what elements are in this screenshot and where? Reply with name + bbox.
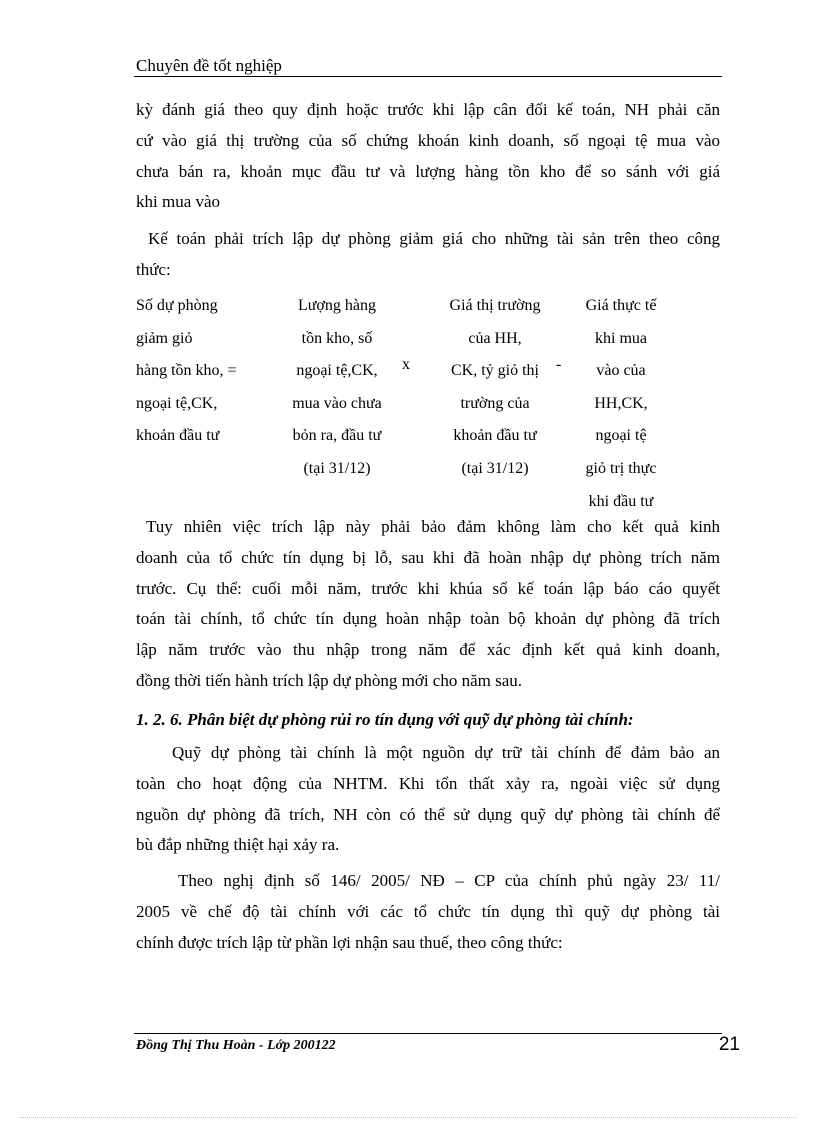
text-line: trước. Cụ thể: cuối mỗi năm, trước khi khúa sổ kế toán lập báo cáo quyết — [136, 578, 720, 598]
formula-text: vào của — [596, 362, 646, 380]
formula-text: ngoại tệ — [595, 427, 647, 445]
text-line: Kế toán phải trích lập dự phòng giảm giá cho những tài sản trên theo công — [148, 229, 720, 248]
formula-text: tồn kho, số — [301, 329, 373, 347]
page-edge-divider — [20, 1117, 796, 1118]
formula-text: khi mua — [595, 329, 647, 347]
formula-text: ngoại tệ,CK, — [136, 394, 218, 412]
formula-text: ngoại tệ,CK, — [296, 362, 378, 380]
formula-text: giỏ trị thực — [585, 459, 657, 477]
formula-text: của HH, — [468, 329, 522, 347]
provision-formula — [136, 290, 696, 510]
formula-text: giảm giỏ — [136, 329, 193, 347]
formula-text: mua vào chưa — [292, 394, 382, 412]
text-line: bù đắp những thiệt hại xảy ra. — [136, 835, 340, 855]
formula-text: khi đầu tư — [588, 492, 654, 510]
text-line: Tuy nhiên việc trích lập này phải bảo đảm không làm cho kết quả kinh — [146, 517, 720, 536]
paragraph-2 — [136, 224, 720, 286]
formula-text: khoản đầu tư — [136, 427, 220, 445]
multiply-operator: x — [402, 356, 410, 373]
text-line: đồng thời tiến hành trích lập dự phòng mới cho năm sau. — [136, 670, 523, 690]
text-line: nguồn dự phòng đã trích, NH còn có thể sử dụng quỹ dự phòng tài chính để — [136, 804, 720, 824]
formula-text: HH,CK, — [594, 394, 648, 412]
section-heading: 1. 2. 6. Phân biệt dự phòng rủi ro tín dụng với quỹ dự phòng tài chính: — [136, 710, 634, 729]
formula-text: Lượng hàng — [297, 297, 376, 314]
formula-text: trường của — [460, 394, 530, 412]
text-line: doanh của tổ chức tín dụng bị lỗ, sau khi đã hoàn nhập dự phòng trích năm — [136, 547, 720, 567]
text-line: cứ vào giá thị trường của số chứng khoán kinh doanh, số ngoại tệ mua vào — [136, 130, 720, 150]
formula-column-provision — [136, 290, 237, 453]
text-line: Theo nghị định số 146/ 2005/ NĐ – CP của chính phủ ngày 23/ 11/ — [178, 871, 720, 890]
formula-text: (tại 31/12) — [461, 459, 529, 477]
text-line: toán tài chính, tổ chức tín dụng hoàn nhập toàn bộ khoản dự phòng đã trích — [136, 609, 720, 629]
text-line: 2005 về chế độ tài chính với các tổ chức tín dụng thì quỹ dự phòng tài — [136, 901, 720, 921]
paragraph-1 — [136, 95, 720, 218]
formula-text: Giá thực tế — [585, 297, 657, 314]
minus-operator: - — [556, 356, 562, 373]
header-rule — [134, 76, 722, 77]
formula-column-actual-price — [566, 290, 676, 518]
formula-text: khoản đầu tư — [453, 427, 537, 445]
formula-text: Giá thị trường — [449, 297, 541, 314]
formula-column-market-price — [432, 290, 558, 486]
formula-column-quantity — [282, 290, 392, 486]
paragraph-5 — [136, 866, 720, 958]
formula-text: Số dự phòng — [136, 297, 218, 314]
text-line: thức: — [136, 259, 171, 279]
formula-text: CK, tỷ giỏ thị — [450, 362, 539, 380]
text-line: chính được trích lập từ phần lợi nhận sau thuế, theo công thức: — [136, 932, 563, 952]
text-line: Quỹ dự phòng tài chính là một nguồn dự trữ tài chính để đảm bảo an — [172, 743, 720, 762]
text-line: chưa bán ra, khoản mục đầu tư và lượng hàng tồn kho để so sánh với giá — [136, 161, 720, 181]
text-line: khi mua vào — [136, 192, 221, 212]
formula-text: (tại 31/12) — [303, 459, 371, 477]
footer-rule — [134, 1033, 722, 1034]
text-line: kỳ đánh giá theo quy định hoặc trước khi lập cân đối kế toán, NH phải căn — [136, 100, 720, 119]
text-line: toàn cho hoạt động của NHTM. Khi tổn thất xảy ra, ngoài việc sử dụng — [136, 773, 720, 793]
formula-text: bỏn ra, đầu tư — [292, 427, 382, 445]
formula-text: hàng tồn kho, = — [136, 362, 237, 380]
page-number: 21 — [718, 1034, 740, 1055]
footer-author: Đồng Thị Thu Hoàn - Lớp 200122 — [136, 1038, 336, 1053]
paragraph-3 — [136, 512, 720, 697]
header-title: Chuyên đề tốt nghiệp — [136, 56, 282, 75]
text-line: lập năm trước vào thu nhập trong năm để xác định kết quả kinh doanh, — [136, 640, 720, 660]
paragraph-4 — [136, 738, 720, 861]
